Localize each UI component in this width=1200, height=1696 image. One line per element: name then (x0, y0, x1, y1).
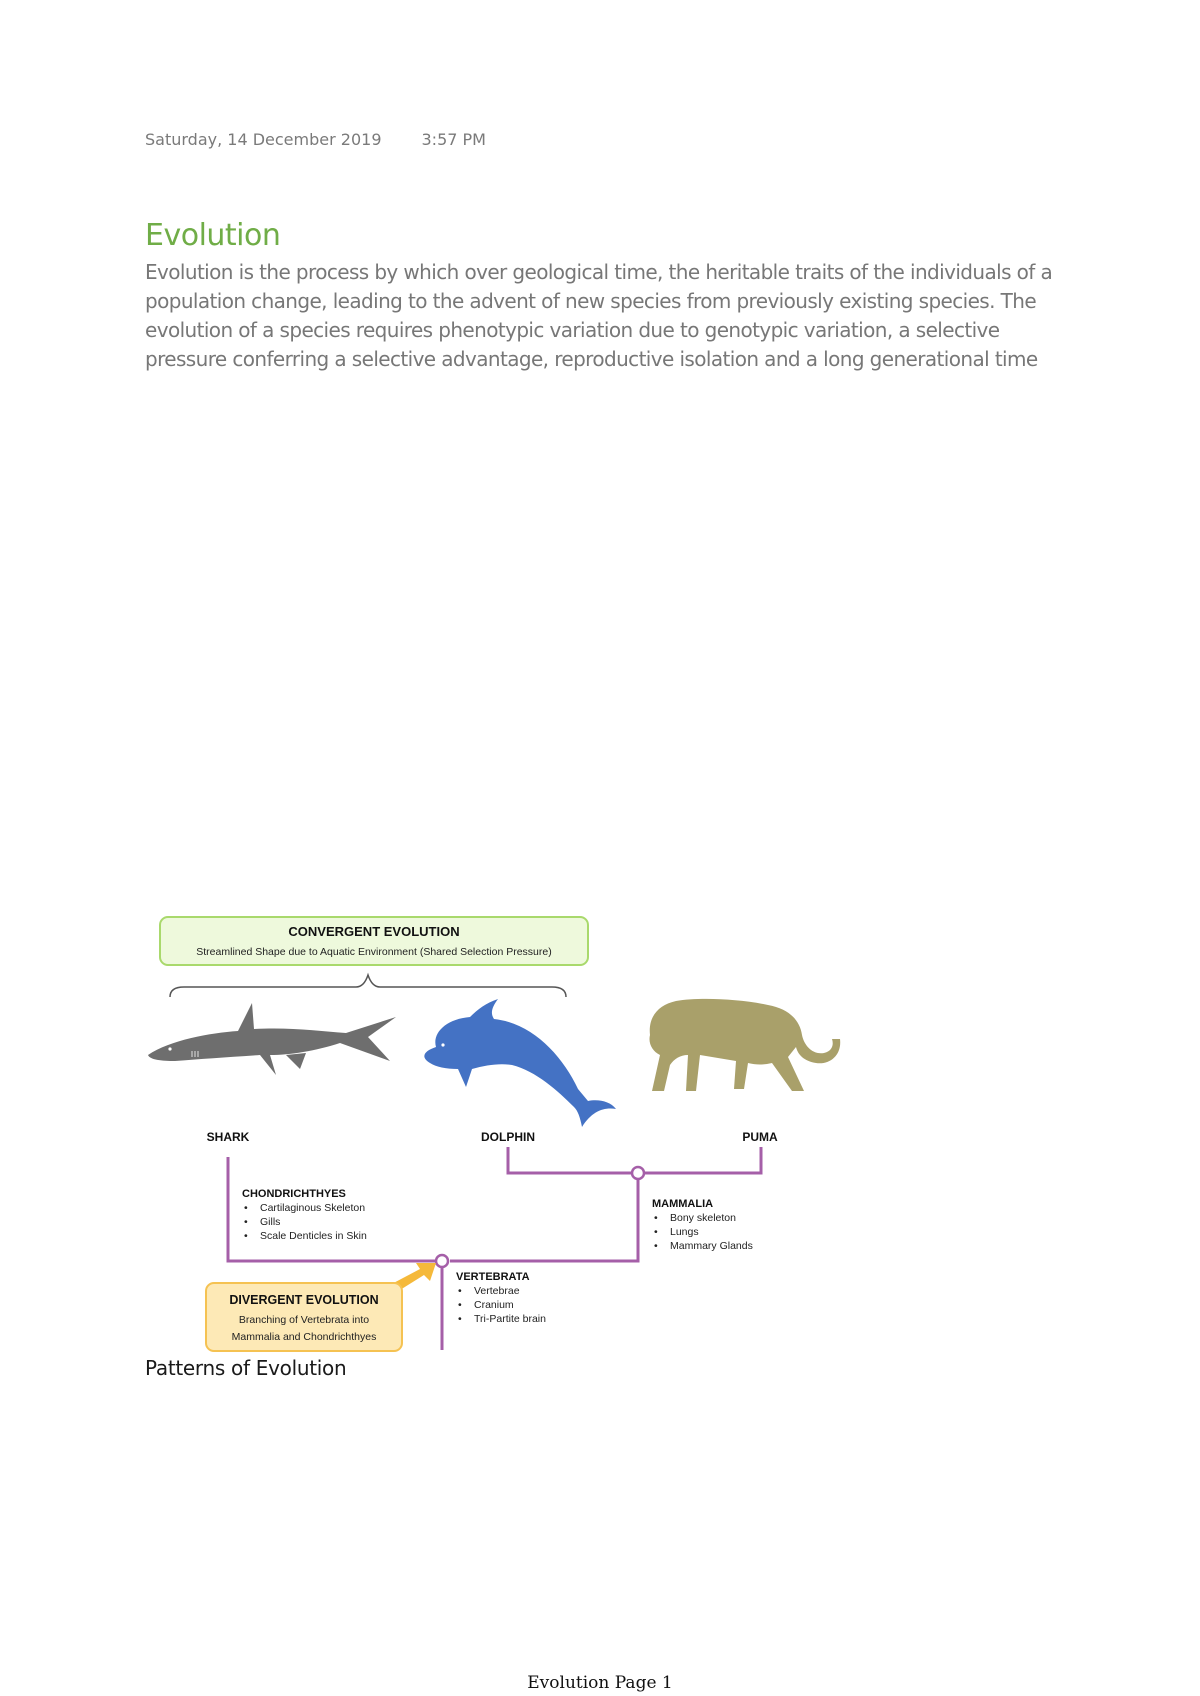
note-date: Saturday, 14 December 2019 (145, 130, 382, 149)
list-item: Tri-Partite brain (474, 1313, 546, 1325)
divergent-title: DIVERGENT EVOLUTION (229, 1293, 379, 1307)
puma-icon (649, 999, 840, 1091)
figure-caption: Patterns of Evolution (145, 1356, 347, 1380)
list-item: Scale Denticles in Skin (260, 1230, 367, 1242)
list-bullet: • (654, 1226, 658, 1238)
vertebrata-list (458, 1285, 546, 1325)
shark-icon (148, 1003, 396, 1075)
mammalia-title: MAMMALIA (652, 1198, 714, 1210)
list-item: Cranium (474, 1299, 514, 1311)
list-item: Cartilaginous Skeleton (260, 1202, 366, 1214)
divergent-line2: Mammalia and Chondrichthyes (231, 1331, 377, 1343)
list-item: Vertebrae (474, 1285, 520, 1297)
note-time: 3:57 PM (421, 130, 486, 149)
list-item: Mammary Glands (670, 1240, 753, 1252)
mammalia-node (632, 1167, 644, 1179)
list-item: Bony skeleton (670, 1212, 736, 1224)
mammalia-list (654, 1212, 753, 1252)
convergent-title: CONVERGENT EVOLUTION (288, 924, 460, 939)
date-time-line (145, 130, 486, 149)
list-item: Lungs (670, 1226, 699, 1238)
body-paragraph: Evolution is the process by which over geological time, the heritable traits of the individuals of a population change, leading to the advent of new species from previously existing species. The evolution of a species requires phenotypic variation due to genotypic variation, a selective pressure conferring a selective advantage, reproductive isolation and a long generational time (145, 260, 1053, 371)
puma-label: PUMA (742, 1130, 778, 1144)
evolution-diagram (140, 905, 900, 1355)
dolphin-icon (424, 999, 616, 1127)
vertebrata-node (436, 1255, 448, 1267)
convergent-subtitle: Streamlined Shape due to Aquatic Environment (Shared Selection Pressure) (196, 946, 552, 958)
chondrichthyes-title: CHONDRICHTHYES (242, 1188, 346, 1200)
list-item: Gills (260, 1216, 281, 1228)
page-title: Evolution (145, 218, 281, 253)
dolphin-label: DOLPHIN (481, 1130, 535, 1144)
page-footer: Evolution Page 1 (527, 1673, 673, 1693)
list-bullet: • (244, 1230, 248, 1242)
list-bullet: • (458, 1285, 462, 1297)
convergent-brace (170, 975, 566, 997)
list-bullet: • (458, 1299, 462, 1311)
chondrichthyes-list (244, 1202, 367, 1242)
list-bullet: • (458, 1313, 462, 1325)
list-bullet: • (244, 1216, 248, 1228)
divergent-line1: Branching of Vertebrata into (238, 1314, 370, 1326)
shark-label: SHARK (206, 1130, 250, 1144)
list-bullet: • (654, 1240, 658, 1252)
list-bullet: • (244, 1202, 248, 1214)
list-bullet: • (654, 1212, 658, 1224)
vertebrata-title: VERTEBRATA (456, 1271, 530, 1283)
